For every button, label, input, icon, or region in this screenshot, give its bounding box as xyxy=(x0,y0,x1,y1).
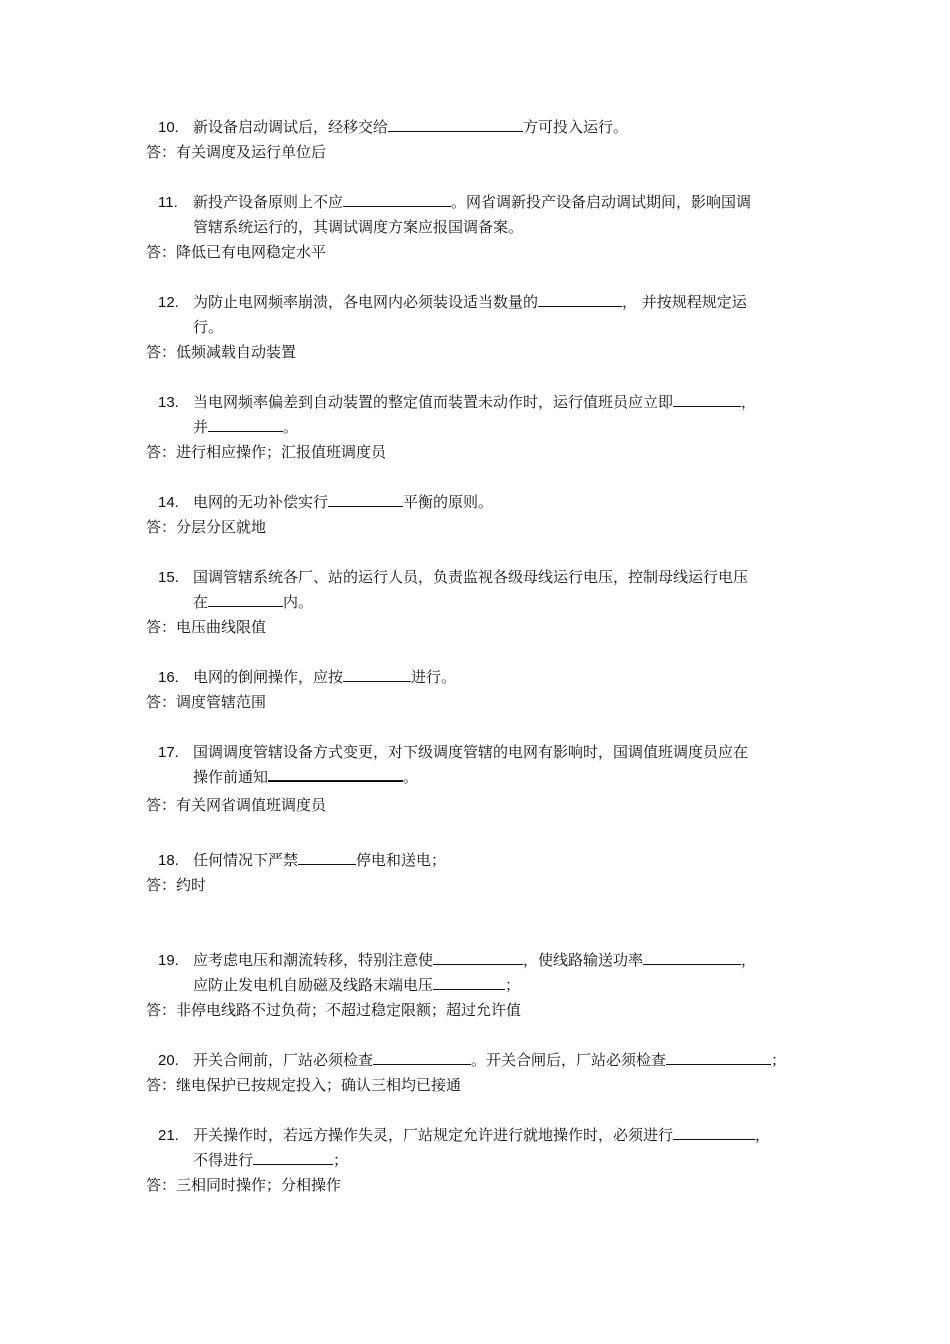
answer-text: 低频减载自动装置 xyxy=(176,343,297,361)
question-text: 方可投入运行。 xyxy=(523,118,629,136)
answer-20 xyxy=(146,1073,461,1098)
question-text: 停电和送电； xyxy=(356,851,447,869)
answer-19 xyxy=(146,998,521,1023)
answer-text: 调度管辖范围 xyxy=(176,693,267,711)
answer-blank xyxy=(673,1125,755,1140)
answer-11 xyxy=(146,240,326,265)
answer-blank xyxy=(253,1150,333,1165)
answer-text: 电压曲线限值 xyxy=(176,618,267,636)
question-number: 17. xyxy=(158,744,179,761)
answer-blank xyxy=(666,1050,771,1065)
question-number: 12. xyxy=(158,294,179,311)
answer-10 xyxy=(146,140,326,165)
answer-prefix: 答： xyxy=(146,1176,177,1194)
question-number: 10. xyxy=(158,119,179,136)
answer-blank xyxy=(388,117,523,132)
answer-blank xyxy=(673,392,741,407)
answer-prefix: 答： xyxy=(146,1076,177,1094)
answer-text: 三相同时操作；分相操作 xyxy=(176,1176,342,1194)
question-text: 并 xyxy=(193,418,209,436)
question-text: 。 xyxy=(403,768,419,786)
question-text: 任何情况下严禁 xyxy=(193,851,299,869)
answer-prefix: 答： xyxy=(146,618,177,636)
question-17 xyxy=(158,740,818,790)
answer-16 xyxy=(146,690,266,715)
question-text: 平衡的原则。 xyxy=(403,493,494,511)
question-21 xyxy=(158,1123,818,1173)
question-number: 20. xyxy=(158,1052,179,1069)
answer-prefix: 答： xyxy=(146,143,177,161)
question-text: 开关操作时，若远方操作失灵，厂站规定允许进行就地操作时，必须进行 xyxy=(193,1126,674,1144)
question-text: ； xyxy=(505,976,521,994)
question-text: ； xyxy=(333,1151,349,1169)
answer-text: 有关调度及运行单位后 xyxy=(176,143,327,161)
answer-blank xyxy=(208,592,283,607)
answer-17 xyxy=(146,793,326,818)
answer-prefix: 答： xyxy=(146,443,177,461)
question-text: ， xyxy=(741,393,757,411)
question-text: 。开关合闸后，厂站必须检查 xyxy=(471,1051,667,1069)
answer-18 xyxy=(146,873,206,898)
answer-blank xyxy=(343,192,451,207)
question-text: 应防止发电机自励磁及线路末端电压 xyxy=(193,976,434,994)
question-text: 新设备启动调试后，经移交给 xyxy=(193,118,389,136)
question-13 xyxy=(158,390,818,440)
question-text-cont xyxy=(158,973,818,998)
question-15 xyxy=(158,565,818,615)
answer-21 xyxy=(146,1173,341,1198)
answer-blank xyxy=(643,950,741,965)
question-number: 15. xyxy=(158,569,179,586)
question-18 xyxy=(158,848,818,873)
answer-blank xyxy=(328,492,403,507)
answer-blank xyxy=(538,292,622,307)
question-text-cont xyxy=(158,415,818,440)
question-number: 11. xyxy=(158,194,178,211)
question-text: 。 xyxy=(283,418,299,436)
answer-14 xyxy=(146,515,266,540)
question-text: ， xyxy=(755,1126,771,1144)
question-text: 内。 xyxy=(283,593,314,611)
question-text: 进行。 xyxy=(411,668,457,686)
answer-prefix: 答： xyxy=(146,693,177,711)
question-11 xyxy=(158,190,818,240)
question-19 xyxy=(158,948,818,998)
question-10 xyxy=(158,115,818,140)
answer-prefix: 答： xyxy=(146,243,177,261)
answer-blank xyxy=(298,850,356,865)
question-text: 国调调度管辖设备方式变更，对下级调度管辖的电网有影响时，国调值班调度员应在 xyxy=(193,743,749,761)
answer-text: 约时 xyxy=(176,876,207,894)
question-text: 应考虑电压和潮流转移，特别注意使 xyxy=(193,951,434,969)
question-text: 国调管辖系统各厂、站的运行人员，负责监视各级母线运行电压，控制母线运行电压 xyxy=(193,568,749,586)
question-number: 13. xyxy=(158,394,179,411)
question-number: 21. xyxy=(158,1127,179,1144)
answer-15 xyxy=(146,615,266,640)
question-text: 操作前通知 xyxy=(193,768,269,786)
answer-text: 进行相应操作；汇报值班调度员 xyxy=(176,443,387,461)
answer-blank xyxy=(343,667,411,682)
question-text: 在 xyxy=(193,593,209,611)
question-text: 电网的无功补偿实行 xyxy=(193,493,329,511)
answer-text: 继电保护已按规定投入；确认三相均已接通 xyxy=(176,1076,462,1094)
answer-text: 降低已有电网稳定水平 xyxy=(176,243,327,261)
question-text: ， xyxy=(741,951,757,969)
question-number: 18. xyxy=(158,852,179,869)
question-14 xyxy=(158,490,818,515)
answer-13 xyxy=(146,440,386,465)
answer-prefix: 答： xyxy=(146,876,177,894)
answer-blank xyxy=(373,1050,471,1065)
question-12 xyxy=(158,290,818,340)
answer-blank xyxy=(433,975,505,990)
question-text: 电网的倒闸操作，应按 xyxy=(193,668,344,686)
answer-prefix: 答： xyxy=(146,1001,177,1019)
question-text: 当电网频率偏差到自动装置的整定值而装置未动作时，运行值班员应立即 xyxy=(193,393,674,411)
question-text-cont xyxy=(158,765,818,790)
question-text: 不得进行 xyxy=(193,1151,254,1169)
question-number: 16. xyxy=(158,669,179,686)
question-number: 14. xyxy=(158,494,179,511)
answer-blank xyxy=(268,766,403,782)
question-text: 。网省调新投产设备启动调试期间，影响国调 xyxy=(451,193,752,211)
answer-text: 分层分区就地 xyxy=(176,518,267,536)
answer-prefix: 答： xyxy=(146,518,177,536)
answer-blank xyxy=(433,950,523,965)
question-text: ， 并按规程规定运 xyxy=(622,293,747,311)
question-text: 新投产设备原则上不应 xyxy=(193,193,344,211)
question-text: ，使线路输送功率 xyxy=(523,951,644,969)
question-text-cont xyxy=(158,590,818,615)
question-text: ； xyxy=(771,1051,787,1069)
question-text: 开关合闸前，厂站必须检查 xyxy=(193,1051,374,1069)
answer-text: 非停电线路不过负荷；不超过稳定限额；超过允许值 xyxy=(176,1001,522,1019)
question-20 xyxy=(158,1048,818,1073)
question-16 xyxy=(158,665,818,690)
question-text-cont: 行。 xyxy=(193,318,224,336)
answer-prefix: 答： xyxy=(146,343,177,361)
answer-blank xyxy=(208,417,283,432)
question-number: 19. xyxy=(158,952,179,969)
answer-12 xyxy=(146,340,296,365)
question-text-cont: 管辖系统运行的，其调试调度方案应报国调备案。 xyxy=(193,218,524,236)
question-text-cont xyxy=(158,1148,818,1173)
answer-prefix: 答： xyxy=(146,796,177,814)
answer-text: 有关网省调值班调度员 xyxy=(176,796,327,814)
question-text: 为防止电网频率崩溃，各电网内必须装设适当数量的 xyxy=(193,293,539,311)
